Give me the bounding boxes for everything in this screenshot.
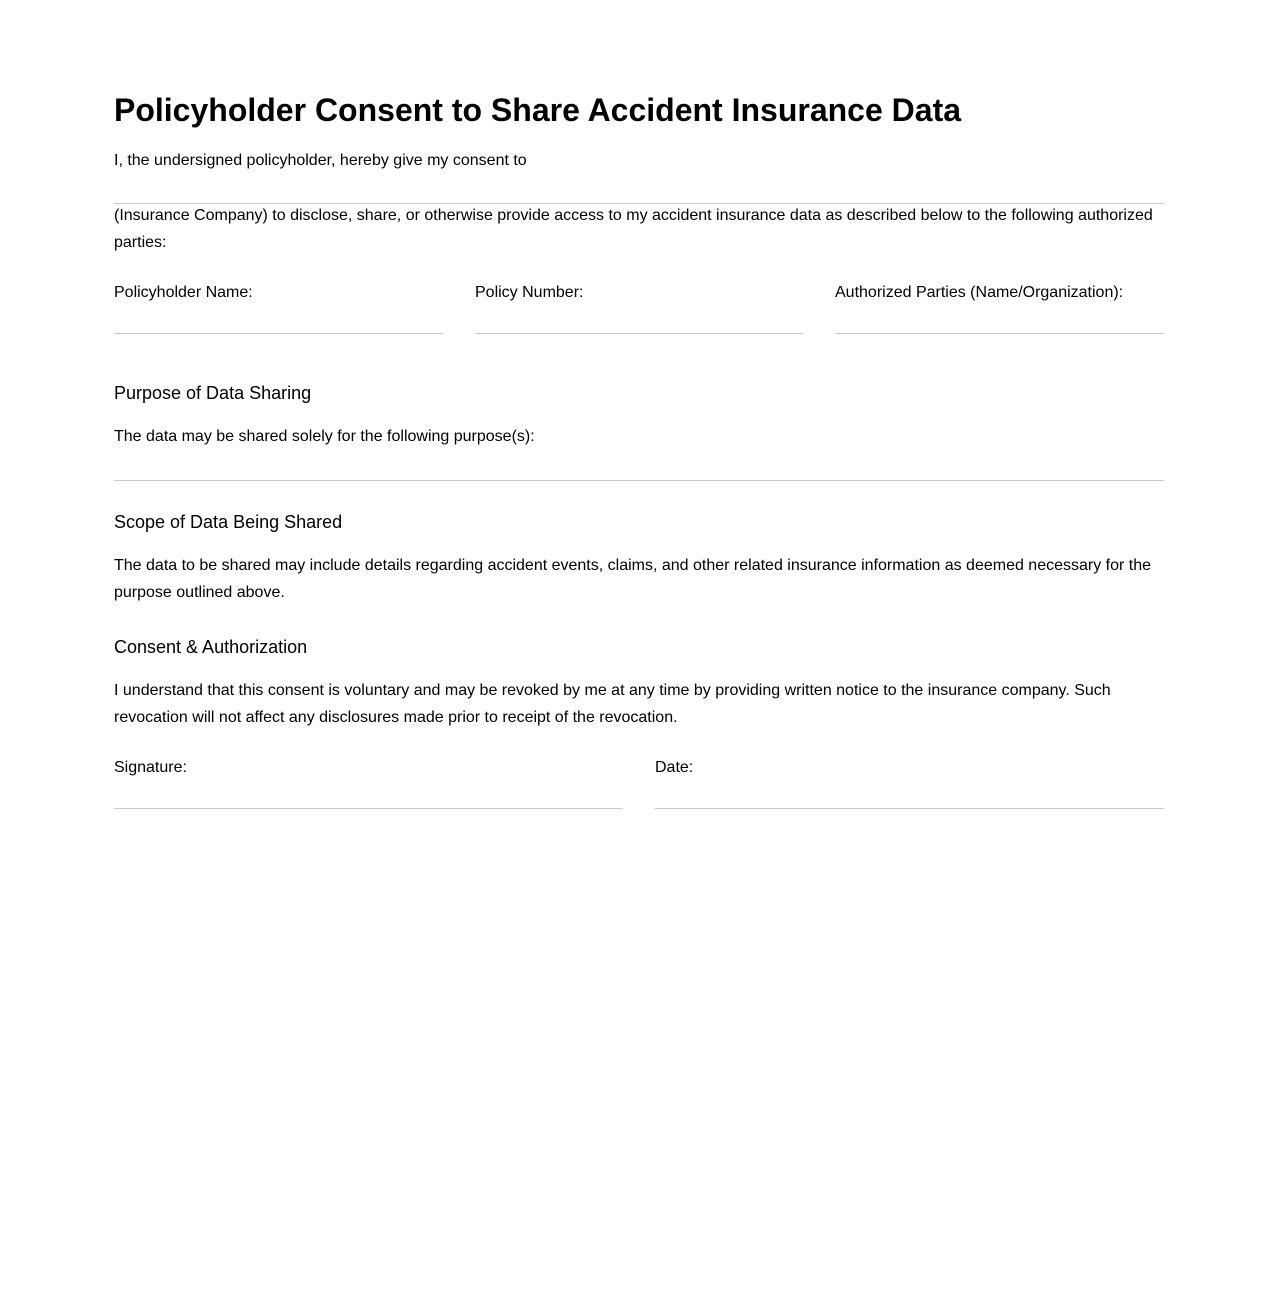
purpose-text: The data may be shared solely for the following purpose(s): xyxy=(114,428,535,445)
policyholder-name-field[interactable] xyxy=(114,333,443,334)
authorized-parties-label: Authorized Parties (Name/Organization): xyxy=(835,284,1124,301)
consent-text: I understand that this consent is voluntary and may be revoked by me at any time by providing written notice to the insurance company. Such revocation will not affect any disclosures made prior to receipt of the revocation. xyxy=(114,682,1111,726)
policyholder-name-label: Policyholder Name: xyxy=(114,284,253,301)
page-title: Policyholder Consent to Share Accident Insurance Data xyxy=(114,92,962,128)
authorized-parties-field[interactable] xyxy=(835,333,1164,334)
signature-label: Signature: xyxy=(114,759,187,776)
purpose-heading: Purpose of Data Sharing xyxy=(114,383,312,403)
company-clause-text: (Insurance Company) to disclose, share, or otherwise provide access to my accident insurance data as described below to the following authorized parties: xyxy=(114,207,1153,251)
scope-text: The data to be shared may include details regarding accident events, claims, and other related insurance information as deemed necessary for the purpose outlined above. xyxy=(114,557,1152,601)
purpose-field-line[interactable] xyxy=(114,480,1164,481)
signature-field[interactable] xyxy=(114,808,623,809)
policy-number-label: Policy Number: xyxy=(475,284,584,301)
policy-number-field[interactable] xyxy=(475,333,803,334)
scope-heading: Scope of Data Being Shared xyxy=(114,512,343,532)
intro-text: I, the undersigned policyholder, hereby give my consent to xyxy=(114,152,527,169)
date-field[interactable] xyxy=(655,808,1164,809)
consent-heading: Consent & Authorization xyxy=(114,637,308,657)
date-label: Date: xyxy=(655,759,694,776)
